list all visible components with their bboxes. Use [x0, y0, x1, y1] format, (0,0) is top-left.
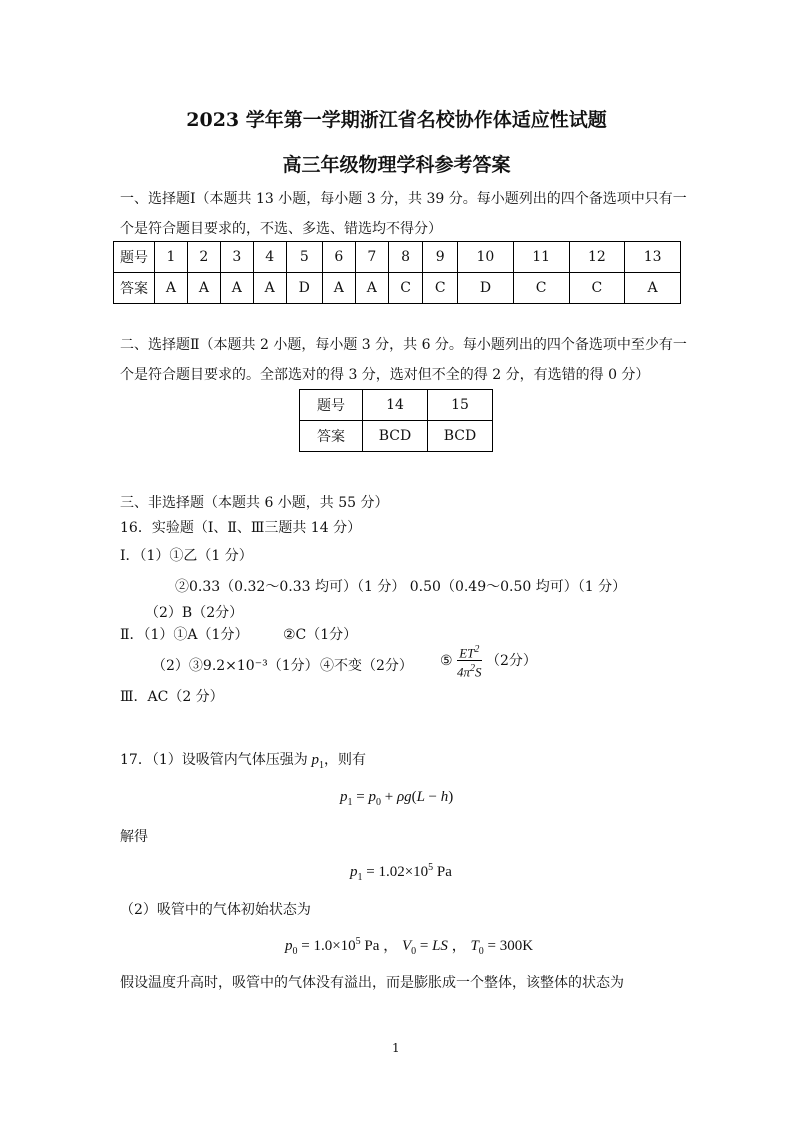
question-number-cell: 15: [428, 390, 493, 421]
section1-instruction-line1: 一、选择题Ⅰ（本题共 13 小题，每小题 3 分，共 39 分。每小题列出的四个备选项中只有一: [120, 191, 687, 207]
answer-cell: A: [625, 273, 681, 304]
q16-I-1: Ⅰ．（1）①乙（1 分）: [120, 548, 253, 564]
section3-heading: 三、非选择题（本题共 6 小题，共 55 分）: [120, 495, 389, 511]
answer-cell: A: [253, 273, 286, 304]
table-row-questions: [300, 390, 493, 421]
answer-cell: D: [286, 273, 322, 304]
q16-II-2b: ④不变（2分）: [320, 658, 413, 674]
page-subtitle: 高三年级物理学科参考答案: [282, 154, 511, 176]
answer-cell: BCD: [363, 421, 428, 452]
answer-cell: BCD: [428, 421, 493, 452]
answer-cell: A: [322, 273, 355, 304]
row-label: 答案: [114, 273, 155, 304]
equation-3: $p_0 = 1.0\times 10^5$ Pa ， $V_0$ = LS ， $T_0 = 300K$: [285, 936, 534, 957]
question-number-cell: 12: [569, 242, 625, 273]
q16-II-2a: （2）③9.2×10⁻³（1分）: [152, 658, 319, 674]
question-number-cell: 6: [322, 242, 355, 273]
question-number-cell: 5: [286, 242, 322, 273]
circled-number: ⑤: [440, 652, 453, 669]
question-number-cell: 1: [155, 242, 188, 273]
q16-II-1b: ②C（1分）: [283, 627, 358, 643]
question-number-cell: 9: [423, 242, 458, 273]
answer-cell: C: [423, 273, 458, 304]
q17-assumption: 假设温度升高时，吸管中的气体没有溢出，而是膨胀成一个整体，该整体的状态为: [120, 975, 624, 991]
q17-solve-label: 解得: [120, 829, 148, 845]
section2-instruction-line1: 二、选择题Ⅱ（本题共 2 小题，每小题 3 分，共 6 分。每小题列出的四个备选项中至少有一: [120, 337, 687, 353]
q16-II-2c: [440, 642, 537, 680]
q16-I-1b: ②0.33（0.32～0.33 均可）（1 分） 0.50（0.49～0.50 均可）（1 分）: [175, 579, 627, 595]
answer-cell: C: [513, 273, 569, 304]
q16-II-1a: Ⅱ．（1）①A（1分）: [120, 627, 249, 643]
q17-part2: （2）吸管中的气体初始状态为: [120, 902, 311, 918]
answer-cell: D: [458, 273, 514, 304]
question-number-cell: 4: [253, 242, 286, 273]
question-number-cell: 14: [363, 390, 428, 421]
row-label: 题号: [300, 390, 363, 421]
equation-2: $p_1 = 1.02\times 10^5$ Pa: [350, 862, 452, 883]
row-label: 答案: [300, 421, 363, 452]
section1-instruction-line2: 个是符合题目要求的，不选、多选、错选均不得分）: [120, 221, 442, 237]
table-row-answers: [300, 421, 493, 452]
q16-III: Ⅲ．AC（2 分）: [120, 689, 224, 705]
answer-cell: C: [388, 273, 423, 304]
answer-cell: A: [155, 273, 188, 304]
table-row-answers: [114, 273, 681, 304]
page-title: 2023 学年第一学期浙江省名校协作体适应性试题: [186, 109, 607, 131]
q16-I-2: （2）B（2分）: [145, 605, 244, 621]
section2-instruction-line2: 个是符合题目要求的。全部选对的得 3 分，选对但不全的得 2 分，有选错的得 0 分）: [120, 367, 650, 383]
question-number-cell: 13: [625, 242, 681, 273]
fraction-formula: $\frac{ET^2}{4\pi^2S}$: [457, 644, 482, 680]
row-label: 题号: [114, 242, 155, 273]
answer-cell: A: [220, 273, 253, 304]
section1-answer-table: [113, 241, 681, 304]
q17-intro: 17．（1）设吸管内气体压强为 $p_1$，则有: [120, 752, 366, 771]
score-label: （2分）: [485, 652, 537, 669]
question-number-cell: 3: [220, 242, 253, 273]
question-number-cell: 11: [513, 242, 569, 273]
q16-heading: 16．实验题（Ⅰ、Ⅱ、Ⅲ三题共 14 分）: [120, 520, 362, 536]
answer-cell: A: [355, 273, 388, 304]
page-number: 1: [392, 1041, 400, 1055]
answer-cell: A: [187, 273, 220, 304]
question-number-cell: 7: [355, 242, 388, 273]
equation-1: $p_1 = p_0 + \rho g(L - h)$: [340, 789, 454, 808]
question-number-cell: 10: [458, 242, 514, 273]
question-number-cell: 8: [388, 242, 423, 273]
section2-answer-table: [299, 389, 493, 452]
question-number-cell: 2: [187, 242, 220, 273]
table-row-questions: [114, 242, 681, 273]
answer-cell: C: [569, 273, 625, 304]
